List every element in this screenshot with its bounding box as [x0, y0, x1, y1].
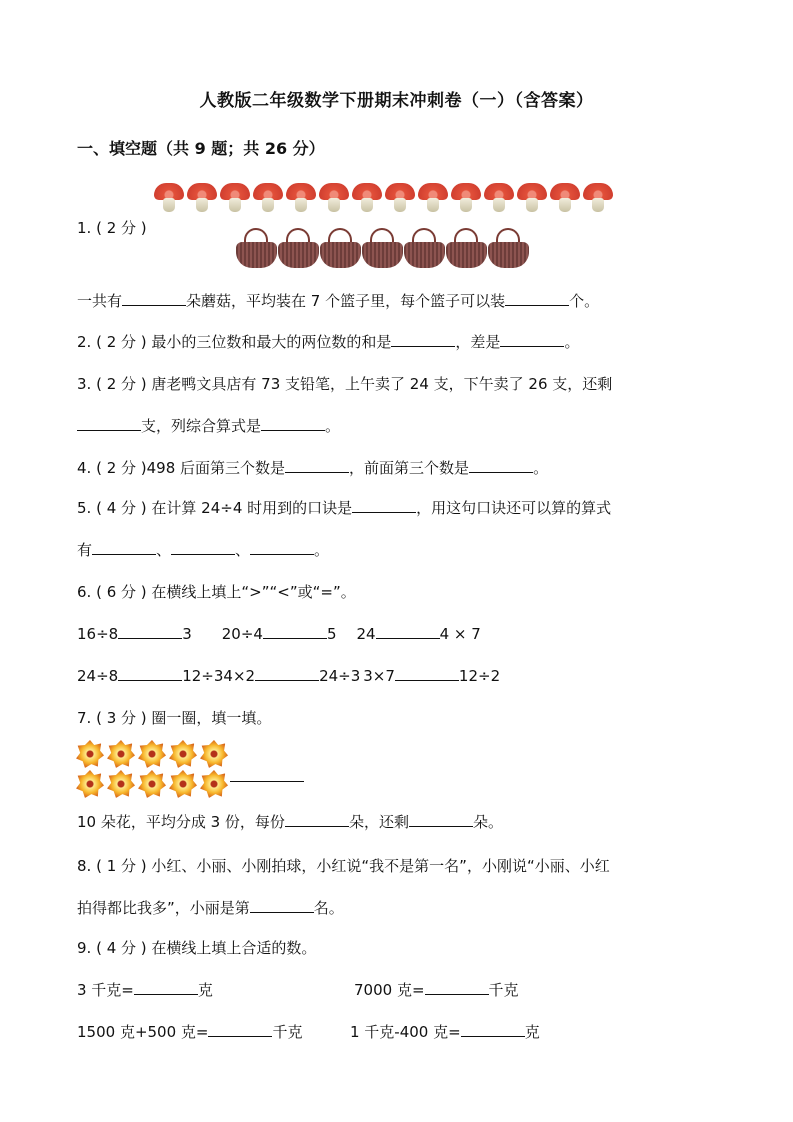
q2-text-b: ，差是	[455, 333, 501, 351]
q9-text: 在横线上填上合适的数。	[146, 939, 317, 957]
flower-icon	[169, 770, 197, 798]
q9-right: 克	[197, 981, 213, 999]
flower-row-2	[76, 770, 228, 798]
answer-blank[interactable]	[134, 980, 198, 995]
q7-text-line	[77, 812, 503, 832]
flower-icon	[107, 740, 135, 768]
expr-right: 24÷3	[319, 667, 361, 685]
q3-line2-b: 。	[325, 417, 341, 435]
answer-blank[interactable]	[255, 666, 319, 681]
answer-blank[interactable]	[285, 458, 349, 473]
q8-label: 8. ( 1 分 )	[77, 857, 147, 875]
mushroom-icon	[385, 183, 415, 213]
q5-line2-a: 有	[77, 541, 93, 559]
answer-blank[interactable]	[77, 416, 141, 431]
q2-text-a: 最小的三位数和最大的两位数的和是	[146, 333, 392, 351]
answer-blank[interactable]	[469, 458, 533, 473]
mushroom-icon	[220, 183, 250, 213]
question-3	[77, 374, 612, 394]
q9-left: 1 千克-400 克=	[350, 1023, 461, 1041]
flower-icon	[200, 740, 228, 768]
q9-left: 1500 克+500 克=	[77, 1023, 209, 1041]
section-heading: 一、填空题（共 9 题；共 26 分）	[77, 139, 325, 158]
q4-label: 4. ( 2 分 )	[77, 459, 147, 477]
flower-icon	[200, 770, 228, 798]
q4-text-a: 498 后面第三个数是	[146, 459, 286, 477]
basket-icon	[278, 228, 319, 269]
expr-left: 24	[356, 625, 376, 643]
q7-line-c: 朵。	[472, 813, 503, 831]
q9-right: 千克	[488, 981, 519, 999]
question-8	[77, 856, 610, 876]
answer-blank[interactable]	[285, 812, 349, 827]
q5-line1-a: 在计算 24÷4 时用到的口诀是	[146, 499, 353, 517]
q9-right: 克	[524, 1023, 540, 1041]
mushroom-icon	[484, 183, 514, 213]
q2-text-c: 。	[564, 333, 580, 351]
q4-text-b: ，前面第三个数是	[349, 459, 470, 477]
q6-row-1	[77, 624, 481, 644]
expr-left: 20÷4	[221, 625, 263, 643]
mushroom-icon	[550, 183, 580, 213]
expr-right: 3	[182, 625, 192, 643]
answer-blank[interactable]	[208, 1022, 272, 1037]
expr-left: 16÷8	[77, 625, 119, 643]
q1-label: 1. ( 2 分 )	[77, 219, 147, 237]
q5-end: 。	[314, 541, 330, 559]
flower-icon	[138, 770, 166, 798]
mushroom-icon	[418, 183, 448, 213]
q9-left: 3 千克=	[77, 981, 134, 999]
basket-icon	[320, 228, 361, 269]
q5-line1-b: ，用这句口诀还可以算的算式	[416, 499, 612, 517]
mushroom-icon	[451, 183, 481, 213]
q7-line-a: 10 朵花，平均分成 3 份，每份	[77, 813, 285, 831]
expr-right: 12÷3	[182, 667, 224, 685]
basket-row	[236, 228, 529, 269]
q1-text-b: 朵蘑菇，平均装在 7 个篮子里，每个篮子可以装	[186, 292, 506, 310]
page-title: 人教版二年级数学下册期末冲刺卷（一）（含答案）	[199, 91, 594, 111]
q7-line-b: 朵，还剩	[348, 813, 409, 831]
answer-blank[interactable]	[500, 332, 564, 347]
expr-right: 12÷2	[458, 667, 501, 685]
question-8-line2	[77, 898, 344, 918]
flower-row-1	[76, 740, 228, 768]
mushroom-icon	[583, 183, 613, 213]
q7-label: 7. ( 3 分 )	[77, 709, 147, 727]
q1-text	[77, 291, 599, 311]
q6-label: 6. ( 6 分 )	[77, 583, 147, 601]
mushroom-row	[154, 183, 613, 213]
answer-blank[interactable]	[505, 291, 569, 306]
answer-blank[interactable]	[118, 624, 182, 639]
expr-left: 3×7	[363, 667, 395, 685]
question-9	[77, 938, 316, 958]
q4-text-c: 。	[533, 459, 549, 477]
basket-icon	[404, 228, 445, 269]
expr-right: 5	[326, 625, 337, 643]
mushroom-icon	[517, 183, 547, 213]
question-5	[77, 498, 611, 518]
basket-icon	[236, 228, 277, 269]
answer-blank[interactable]	[391, 332, 455, 347]
q9-label: 9. ( 4 分 )	[77, 939, 147, 957]
mushroom-icon	[253, 183, 283, 213]
answer-blank[interactable]	[395, 666, 459, 681]
q9-item-2	[354, 980, 519, 1000]
q3-line1: 唐老鸭文具店有 73 支铅笔，上午卖了 24 支，下午卖了 26 支，还剩	[146, 375, 613, 393]
mushroom-icon	[154, 183, 184, 213]
basket-icon	[362, 228, 403, 269]
q8-line1: 小红、小丽、小刚拍球，小红说“我不是第一名”，小刚说“小丽、小红	[146, 857, 610, 875]
basket-icon	[446, 228, 487, 269]
question-4	[77, 458, 548, 478]
answer-blank[interactable]	[352, 498, 416, 513]
flower-icon	[169, 740, 197, 768]
q3-label: 3. ( 2 分 )	[77, 375, 147, 393]
basket-icon	[488, 228, 529, 269]
q9-left: 7000 克=	[354, 981, 425, 999]
answer-blank[interactable]	[376, 624, 440, 639]
separator: 、	[156, 541, 172, 559]
answer-blank[interactable]	[263, 624, 327, 639]
answer-blank[interactable]	[92, 540, 156, 555]
q9-item-4	[350, 1022, 540, 1042]
mushroom-icon	[187, 183, 217, 213]
q9-item-1	[77, 980, 213, 1000]
flower-icon	[76, 740, 104, 768]
answer-blank[interactable]	[261, 416, 325, 431]
answer-blank[interactable]	[118, 666, 182, 681]
answer-blank[interactable]	[250, 540, 314, 555]
answer-blank[interactable]	[461, 1022, 525, 1037]
answer-blank[interactable]	[250, 898, 314, 913]
question-3-line2	[77, 416, 340, 436]
flower-icon	[138, 740, 166, 768]
mushroom-icon	[352, 183, 382, 213]
separator: 、	[235, 541, 251, 559]
q7-text: 圈一圈，填一填。	[146, 709, 272, 727]
answer-blank[interactable]	[425, 980, 489, 995]
mushroom-icon	[286, 183, 316, 213]
q6-row-2	[77, 666, 500, 686]
expr-left: 4×2	[223, 667, 256, 685]
q1-text-a: 一共有	[77, 292, 123, 310]
expr-right: 4 × 7	[439, 625, 481, 643]
question-6	[77, 582, 356, 602]
answer-blank[interactable]	[122, 291, 186, 306]
q6-text: 在横线上填上“>”“<”或“=”。	[146, 583, 356, 601]
q1-text-c: 个。	[569, 292, 600, 310]
mushroom-icon	[319, 183, 349, 213]
q8-line2-a: 拍得都比我多”，小丽是第	[77, 899, 250, 917]
q5-label: 5. ( 4 分 )	[77, 499, 147, 517]
flower-icon	[107, 770, 135, 798]
question-2	[77, 332, 579, 352]
q3-line2-a: 支，列综合算式是	[141, 417, 262, 435]
answer-blank[interactable]	[230, 767, 304, 782]
q8-line2-b: 名。	[313, 899, 344, 917]
q9-item-3	[77, 1022, 303, 1042]
answer-blank[interactable]	[171, 540, 235, 555]
flower-icon	[76, 770, 104, 798]
answer-blank[interactable]	[409, 812, 473, 827]
q2-label: 2. ( 2 分 )	[77, 333, 147, 351]
question-7	[77, 708, 271, 728]
expr-left: 24÷8	[77, 667, 119, 685]
q9-right: 千克	[272, 1023, 303, 1041]
question-5-line2	[77, 540, 329, 560]
